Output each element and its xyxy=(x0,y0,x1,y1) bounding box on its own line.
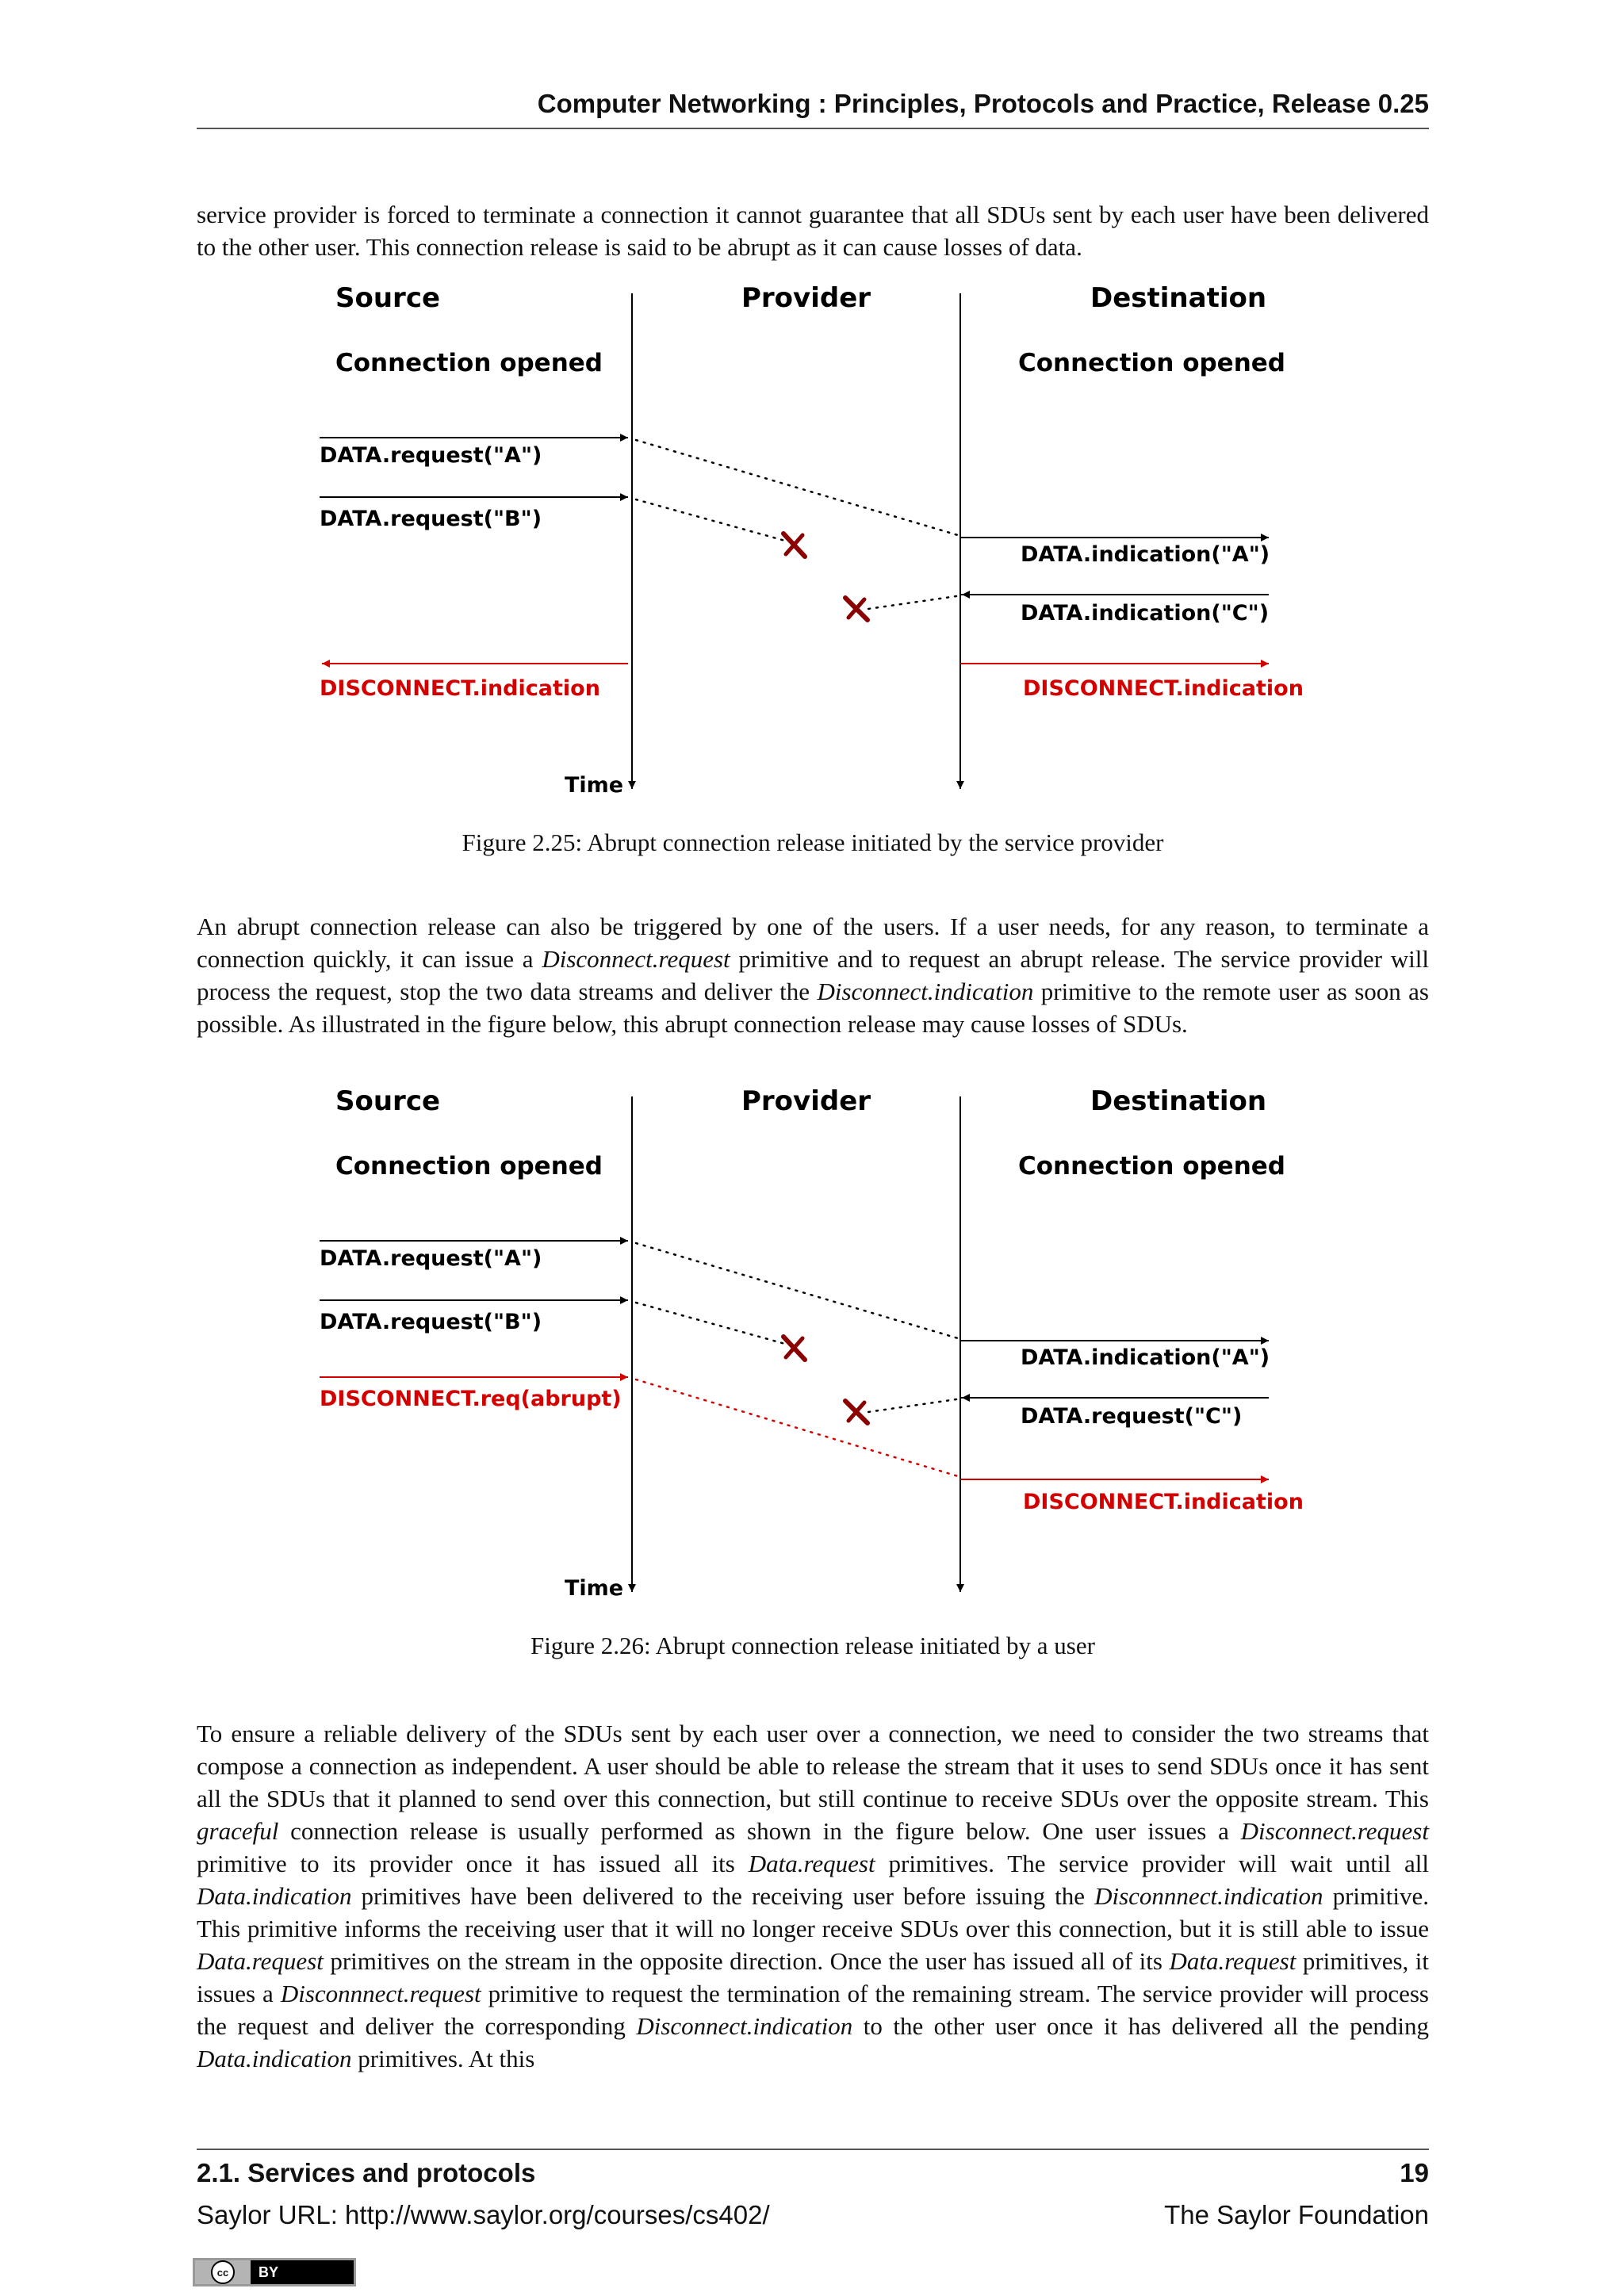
figure-2-25-diagram xyxy=(317,281,1308,805)
footer-page-number: 19 xyxy=(1400,2158,1429,2187)
provider-label: Provider xyxy=(741,1085,871,1117)
paragraph-1: service provider is forced to terminate a connection it cannot guarantee that all SDUs sent by each user have been delivered to the other user. This connection release is said to be abrupt as it can cause losses of data. xyxy=(197,201,1429,261)
cc-by-text: BY xyxy=(259,2263,279,2280)
paragraph-2: An abrupt connection release can also be triggered by one of the users. If a user needs, for any reason, to terminate a connection quickly, it can issue a Disconnect.request primitive and to request an abrupt release. The service provider will process the request, stop the two data streams and deliver the Disconnect.indication primitive to the remote user as soon as possible. As illustrated in the figure below, this abrupt connection release may cause losses of SDUs. xyxy=(197,913,1430,1038)
disconnect-request-transit xyxy=(636,1380,958,1476)
indication-c-label: DATA.indication("C") xyxy=(1021,601,1270,626)
destination-label: Destination xyxy=(1090,282,1267,314)
indication-a-label: DATA.indication("A") xyxy=(1021,1345,1270,1370)
destination-state: Connection opened xyxy=(1018,1152,1285,1181)
figure-2-26-diagram xyxy=(317,1085,1308,1608)
disconnect-request-label: DISCONNECT.req(abrupt) xyxy=(320,1387,622,1411)
source-state: Connection opened xyxy=(335,349,603,377)
time-label: Time xyxy=(565,1576,624,1601)
footer-url: Saylor URL: http://www.saylor.org/courses/cs402/ xyxy=(197,2200,770,2229)
source-label: Source xyxy=(335,1085,441,1117)
source-label: Source xyxy=(335,282,441,314)
data-c-transit xyxy=(863,596,956,610)
disconnect-right-label: DISCONNECT.indication xyxy=(1023,676,1304,701)
loss-cross-icon xyxy=(845,1401,868,1423)
request-a-label: DATA.request("A") xyxy=(320,1246,542,1271)
footer-section-row xyxy=(197,2158,1429,2188)
footer-foundation: The Saylor Foundation xyxy=(1164,2200,1429,2229)
footer-rule xyxy=(197,2149,1429,2150)
time-label: Time xyxy=(565,773,624,798)
loss-cross-icon xyxy=(845,598,868,620)
request-a-label: DATA.request("A") xyxy=(320,443,542,468)
provider-label: Provider xyxy=(741,282,871,314)
request-b-label: DATA.request("B") xyxy=(320,1310,542,1334)
loss-cross-icon xyxy=(783,1337,805,1360)
cc-license-badge xyxy=(193,2258,356,2286)
figure-2-25-caption: Figure 2.25: Abrupt connection release initiated by the service provider xyxy=(462,828,1164,856)
data-c-transit xyxy=(863,1399,956,1413)
figure-2-26-caption: Figure 2.26: Abrupt connection release initiated by a user xyxy=(530,1632,1095,1659)
figure-2-26 xyxy=(317,1085,1308,1608)
disconnect-left-label: DISCONNECT.indication xyxy=(320,676,600,701)
figure-2-25 xyxy=(317,281,1308,805)
running-header: Computer Networking : Principles, Protocols and Practice, Release 0.25 xyxy=(537,89,1429,118)
cc-circle-text: cc xyxy=(211,2260,235,2284)
loss-cross-icon xyxy=(783,534,805,557)
request-c-label: DATA.request("C") xyxy=(1021,1404,1243,1429)
header-rule xyxy=(197,128,1429,129)
request-a-transit xyxy=(636,440,958,535)
request-b-label: DATA.request("B") xyxy=(320,507,542,531)
request-a-transit xyxy=(636,1243,958,1338)
source-state: Connection opened xyxy=(335,1152,603,1181)
request-b-transit xyxy=(636,499,785,541)
footer-section-title: 2.1. Services and protocols xyxy=(197,2158,536,2187)
destination-label: Destination xyxy=(1090,1085,1267,1117)
cc-icon xyxy=(195,2260,251,2284)
paragraph-3: To ensure a reliable delivery of the SDUs sent by each user over a connection, we need to consider the two streams that compose a connection as independent. A user should be able to release the stream that it uses to send SDUs once it has sent all the SDUs that it planned to send over this connection, but still continue to receive SDUs over the opposite stream. This graceful connection release is usually performed as shown in the figure below. One user issues a Disconnect.request primitive to its provider once it has issued all its Data.request primitives. The service provider will wait until all Data.indication primitives have been delivered to the receiving user before issuing the Disconnnect.indication primitive. This primitive informs the receiving user that it will no longer receive SDUs over this connection, but it is still able to issue Data.request primitives on the stream in the opposite direction. Once the user has issued all of its Data.request primitives, it issues a Disconnnect.request primitive to request the termination of the remaining stream. The service provider will process the request and deliver the corresponding Disconnect.indication to the other user once it has delivered all the pending Data.indication primitives. At this xyxy=(197,1720,1430,2072)
destination-state: Connection opened xyxy=(1018,349,1285,377)
request-b-transit xyxy=(636,1303,785,1344)
disconnect-indication-label: DISCONNECT.indication xyxy=(1023,1490,1304,1514)
footer-source-row xyxy=(197,2200,1429,2230)
indication-a-label: DATA.indication("A") xyxy=(1021,542,1270,567)
